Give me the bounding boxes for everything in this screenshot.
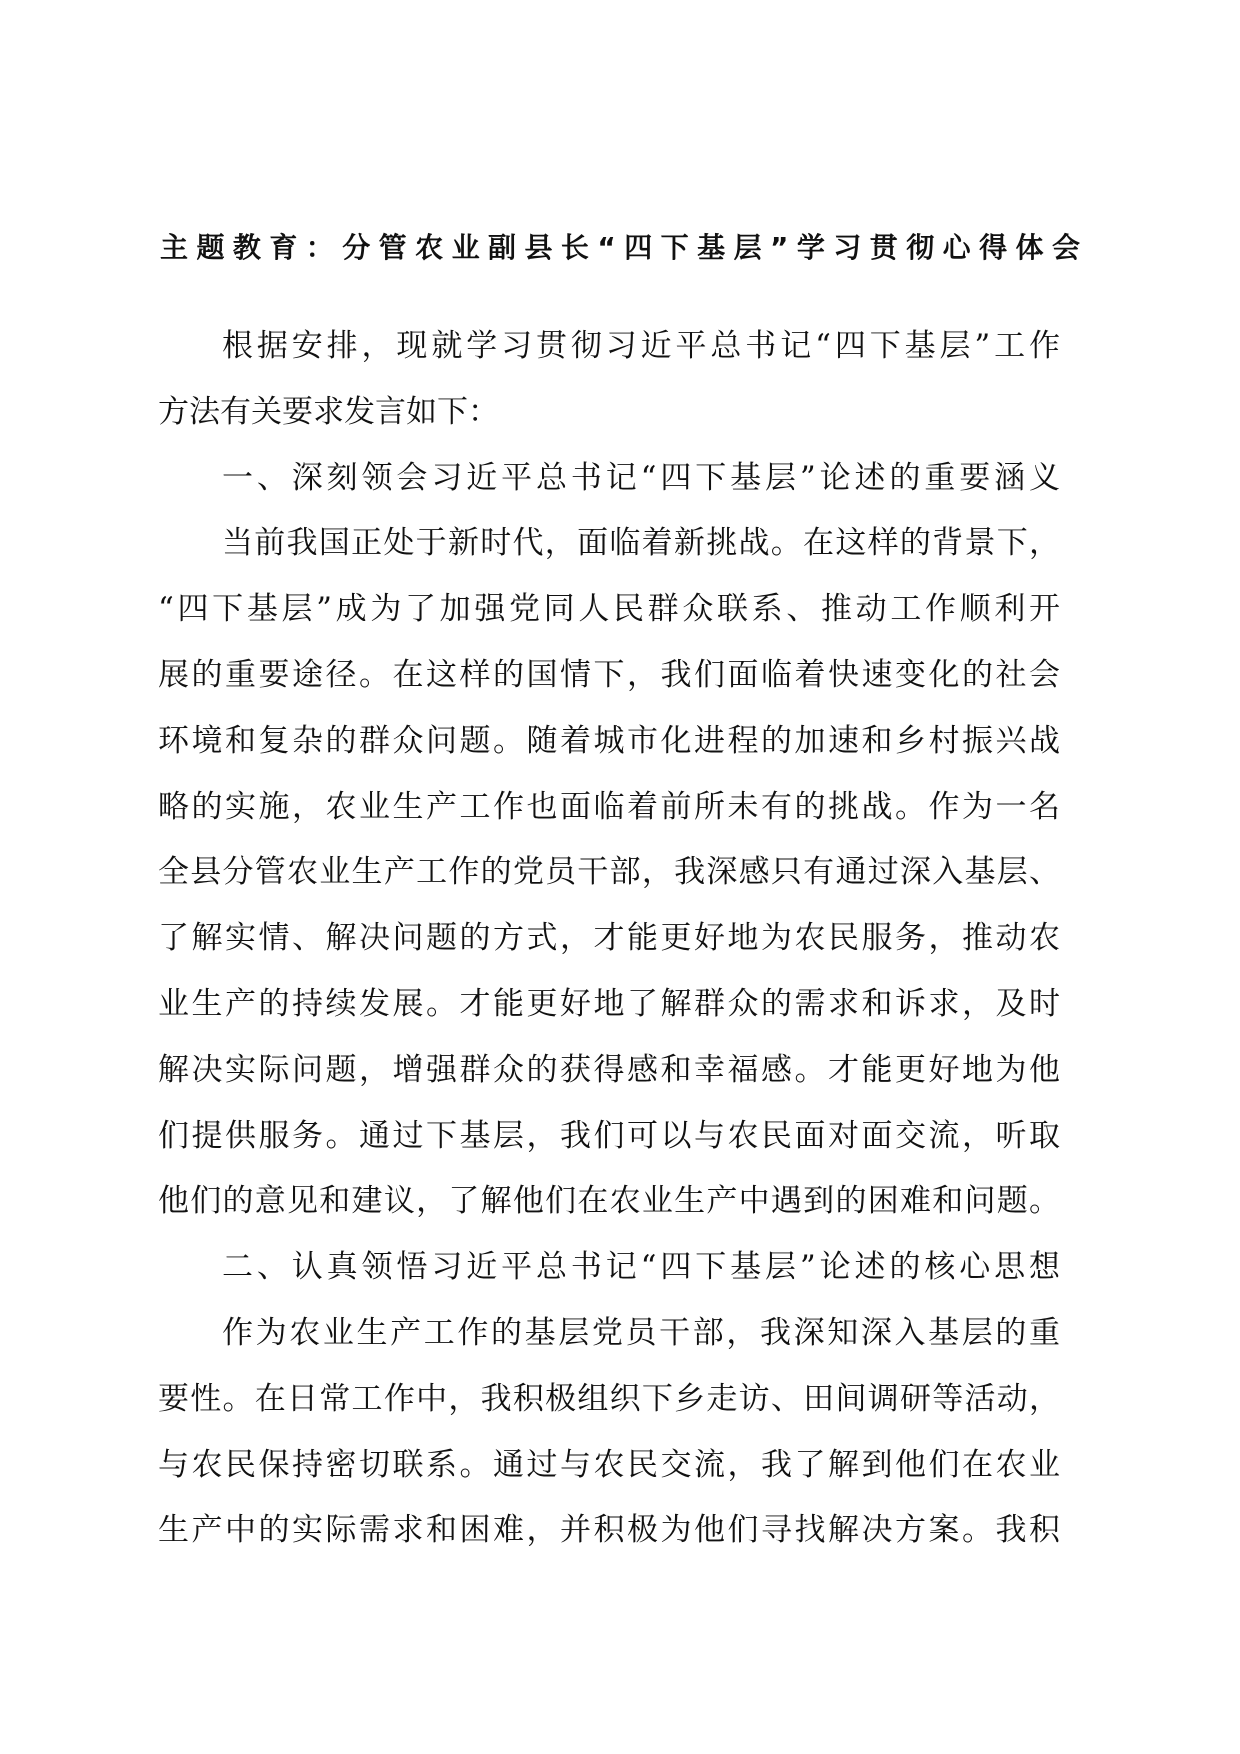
- paragraph-line: 生产中的实际需求和困难，并积极为他们寻找解决方案。我积: [158, 1512, 1060, 1549]
- document-body: [158, 322, 1060, 1572]
- paragraph-line: 根据安排，现就学习贯彻习近平总书记“四下基层”工作: [222, 328, 1060, 364]
- paragraph-line: 略的实施，农业生产工作也面临着前所未有的挑战。作为一名: [158, 788, 1060, 825]
- paragraph-line: 全县分管农业生产工作的党员干部，我深感只有通过深入基层、: [158, 854, 1060, 891]
- paragraph-line: 展的重要途径。在这样的国情下，我们面临着快速变化的社会: [158, 656, 1060, 693]
- paragraph-line: 业生产的持续发展。才能更好地了解群众的需求和诉求，及时: [158, 985, 1060, 1022]
- document-title: 主题教育：分管农业副县长“四下基层”学习贯彻心得体会: [160, 231, 1080, 264]
- paragraph-line: 与农民保持密切联系。通过与农民交流，我了解到他们在农业: [158, 1446, 1060, 1483]
- paragraph-line: 们提供服务。通过下基层，我们可以与农民面对面交流，听取: [158, 1117, 1060, 1154]
- paragraph-line: “四下基层”成为了加强党同人民群众联系、推动工作顺利开: [158, 591, 1060, 628]
- paragraph-line: 当前我国正处于新时代，面临着新挑战。在这样的背景下，: [222, 525, 1060, 562]
- paragraph-line: 了解实情、解决问题的方式，才能更好地为农民服务，推动农: [158, 920, 1060, 957]
- paragraph-line: 他们的意见和建议，了解他们在农业生产中遇到的困难和问题。: [158, 1183, 1060, 1220]
- paragraph-line: 方法有关要求发言如下：: [158, 393, 499, 430]
- paragraph-line: 环境和复杂的群众问题。随着城市化进程的加速和乡村振兴战: [158, 722, 1060, 759]
- paragraph-line: 作为农业生产工作的基层党员干部，我深知深入基层的重: [222, 1314, 1060, 1351]
- section-heading-2: 二、认真领悟习近平总书记“四下基层”论述的核心思想: [222, 1249, 1060, 1286]
- paragraph-line: 解决实际问题，增强群众的获得感和幸福感。才能更好地为他: [158, 1051, 1060, 1088]
- section-heading-1: 一、深刻领会习近平总书记“四下基层”论述的重要涵义: [222, 459, 1060, 496]
- paragraph-line: 要性。在日常工作中，我积极组织下乡走访、田间调研等活动，: [158, 1380, 1060, 1417]
